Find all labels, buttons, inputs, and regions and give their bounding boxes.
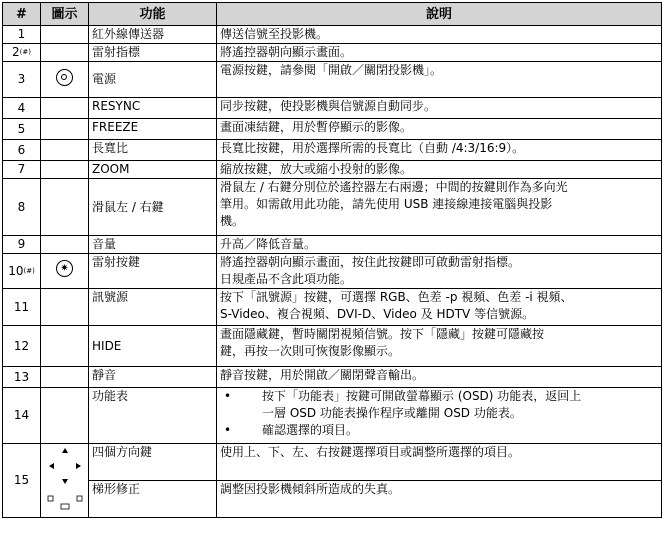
description: 調整因投影機傾斜所造成的失真。 bbox=[217, 481, 662, 518]
table-row bbox=[3, 161, 662, 179]
row-number: 3 bbox=[3, 62, 41, 98]
function-name: 雷射按鍵 bbox=[89, 254, 217, 289]
bullet-item: • 確認選擇的項目。 bbox=[224, 423, 359, 437]
description: 靜音按鍵，用於開啟／關閉聲音輸出。 bbox=[217, 367, 662, 388]
row-number: 11 bbox=[3, 289, 41, 326]
description: 電源按鍵，請參閱「開啟／關閉投影機」。 bbox=[217, 62, 662, 98]
table-row bbox=[3, 236, 662, 254]
description: 使用上、下、左、右按鍵選擇項目或調整所選擇的項目。 bbox=[217, 444, 662, 481]
row-number: 1 bbox=[3, 26, 41, 44]
description: 按下「訊號源」按鍵，可選擇 RGB、色差 -p 視頻、色差 -i 視頻、 S-Video、複合視頻、DVI-D、Video 及 HDTV 等信號源。 bbox=[217, 289, 662, 326]
function-name: HIDE bbox=[89, 326, 217, 367]
table-row bbox=[3, 98, 662, 119]
header-function: 功能 bbox=[89, 3, 217, 26]
header-number: # bbox=[3, 3, 41, 26]
function-name: RESYNC bbox=[89, 98, 217, 119]
function-name: ZOOM bbox=[89, 161, 217, 179]
function-name: 梯形修正 bbox=[89, 481, 217, 518]
function-name: 雷射指標 bbox=[89, 44, 217, 62]
table-header-row bbox=[3, 3, 662, 26]
description: 畫面隱藏鍵，暫時關閉視頻信號。按下「隱藏」按鍵可隱藏按 鍵，再按一次則可恢復影像顯示。 bbox=[217, 326, 662, 367]
description: 將遙控器朝向顯示畫面。 bbox=[217, 44, 662, 62]
description: 同步按鍵，使投影機與信號源自動同步。 bbox=[217, 98, 662, 119]
function-name: FREEZE bbox=[89, 119, 217, 140]
description bbox=[217, 388, 662, 444]
laser-icon bbox=[56, 260, 73, 277]
footnote-mark: (#) bbox=[23, 266, 35, 275]
table-row bbox=[3, 481, 662, 518]
row-number: 9 bbox=[3, 236, 41, 254]
function-name: 音量 bbox=[89, 236, 217, 254]
description: 將遙控器朝向顯示畫面，按住此按鍵即可啟動雷射指標。 日規產品不含此項功能。 bbox=[217, 254, 662, 289]
description: 畫面凍結鍵，用於暫停顯示的影像。 bbox=[217, 119, 662, 140]
row-number: 4 bbox=[3, 98, 41, 119]
table-row bbox=[3, 367, 662, 388]
header-icon: 圖示 bbox=[41, 3, 89, 26]
table-row bbox=[3, 119, 662, 140]
table-row bbox=[3, 44, 662, 62]
description: 傳送信號至投影機。 bbox=[217, 26, 662, 44]
table-row bbox=[3, 62, 662, 98]
table-row bbox=[3, 388, 662, 444]
row-number: 5 bbox=[3, 119, 41, 140]
row-number: 13 bbox=[3, 367, 41, 388]
table-row bbox=[3, 444, 662, 481]
row-number: 12 bbox=[3, 326, 41, 367]
row-number: 15 bbox=[3, 444, 41, 518]
function-name: 長寬比 bbox=[89, 140, 217, 161]
row-number: 7 bbox=[3, 161, 41, 179]
footnote-mark: (#) bbox=[19, 48, 31, 56]
header-description: 說明 bbox=[217, 3, 662, 26]
row-number: 2(#) bbox=[3, 44, 41, 62]
function-name: 四個方向鍵 bbox=[89, 444, 217, 481]
bullet-item: • 按下「功能表」按鍵可開啟螢幕顯示 (OSD) 功能表，返回上 一層 OSD 功能表操作程序或離開 OSD 功能表。 bbox=[224, 389, 582, 420]
power-icon bbox=[56, 69, 73, 86]
table-row bbox=[3, 326, 662, 367]
function-name: 功能表 bbox=[89, 388, 217, 444]
function-name: 訊號源 bbox=[89, 289, 217, 326]
description: 滑鼠左 / 右鍵分別位於遙控器左右兩邊；中間的按鍵則作為多向光 筆用。如需啟用此功能，請先使用 USB 連接線連接電腦與投影 機。 bbox=[217, 179, 662, 236]
table-row bbox=[3, 140, 662, 161]
four-direction-keys-icon bbox=[45, 444, 85, 512]
row-number: 10(#) bbox=[3, 254, 41, 289]
remote-function-table bbox=[2, 2, 662, 518]
row-number: 6 bbox=[3, 140, 41, 161]
description: 長寬比按鍵，用於選擇所需的長寬比（自動 /4:3/16:9）。 bbox=[217, 140, 662, 161]
row-number: 14 bbox=[3, 388, 41, 444]
table-row bbox=[3, 179, 662, 236]
description: 縮放按鍵，放大或縮小投射的影像。 bbox=[217, 161, 662, 179]
function-name: 滑鼠左 / 右鍵 bbox=[89, 179, 217, 236]
row-number: 8 bbox=[3, 179, 41, 236]
function-name: 靜音 bbox=[89, 367, 217, 388]
table-row bbox=[3, 26, 662, 44]
table-row bbox=[3, 289, 662, 326]
table-row bbox=[3, 254, 662, 289]
function-name: 電源 bbox=[89, 62, 217, 98]
function-name: 紅外線傳送器 bbox=[89, 26, 217, 44]
description: 升高／降低音量。 bbox=[217, 236, 662, 254]
